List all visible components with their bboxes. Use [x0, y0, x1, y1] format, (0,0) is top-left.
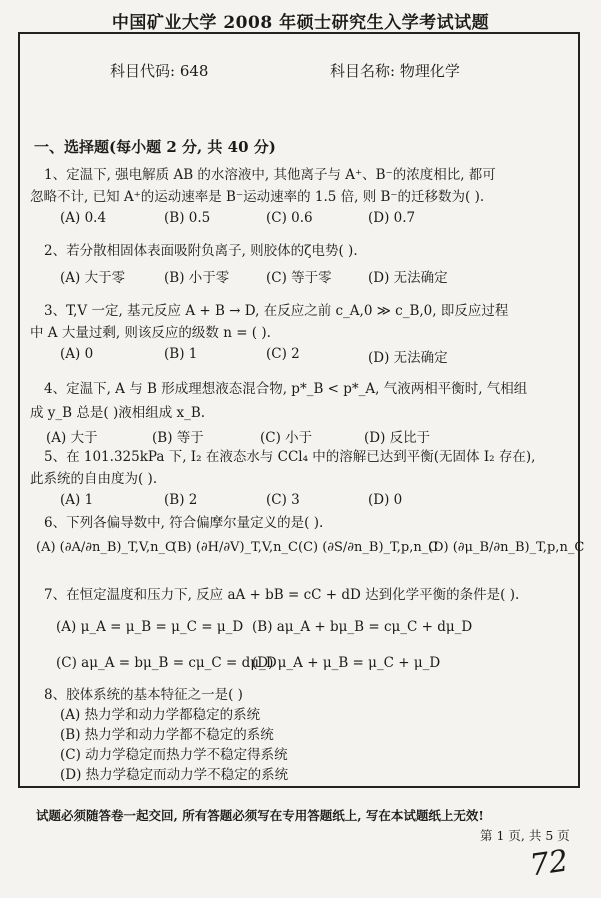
q7-option-d: (D) μ_A + μ_B = μ_C + μ_D: [252, 655, 441, 671]
q8-option-b: (B) 热力学和动力学都不稳定的系统: [60, 727, 274, 743]
question-1-options: [60, 210, 560, 230]
section-title: 一、选择题(每小题 2 分, 共 40 分): [34, 138, 276, 156]
question-3-options: [60, 346, 560, 366]
q2-option-a: (A) 大于零: [60, 270, 126, 286]
question-1-line-1: 1、定温下, 强电解质 AB 的水溶液中, 其他离子与 A⁺、B⁻的浓度相比, 都可: [44, 167, 496, 183]
question-4-options: [46, 426, 546, 446]
question-3-line-2: 中 A 大量过剩, 则该反应的级数 n = ( ).: [30, 325, 271, 341]
q1-option-b: (B) 0.5: [164, 210, 211, 226]
question-4-line-2: 成 y_B 总是( )液相组成 x_B.: [30, 405, 206, 421]
q7-option-c: (C) aμ_A = bμ_B = cμ_C = dμ_D: [56, 655, 277, 671]
question-4-line-1: 4、定温下, A 与 B 形成理想液态混合物, p*_B < p*_A, 气液两相平衡时, 气相组: [44, 381, 528, 397]
question-5-line-2: 此系统的自由度为( ).: [30, 471, 158, 487]
q7-option-b: (B) aμ_A + bμ_B = cμ_C + dμ_D: [252, 619, 473, 635]
question-3-line-1: 3、T,V 一定, 基元反应 A + B → D, 在反应之前 c_A,0 ≫ c_B,0, 即反应过程: [44, 303, 509, 319]
q1-option-c: (C) 0.6: [266, 210, 313, 226]
question-7-line-1: 7、在恒定温度和压力下, 反应 aA + bB = cC + dD 达到化学平衡的条件是( ).: [44, 587, 520, 603]
question-1-line-2: 忽略不计, 已知 A⁺的运动速率是 B⁻运动速率的 1.5 倍, 则 B⁻的迁移数为( ).: [30, 189, 485, 205]
q5-option-a: (A) 1: [60, 492, 94, 508]
question-2-line-1: 2、若分散相固体表面吸附负离子, 则胶体的ζ电势( ).: [44, 243, 358, 259]
q8-option-a: (A) 热力学和动力学都稳定的系统: [60, 707, 261, 723]
q2-option-c: (C) 等于零: [266, 270, 332, 286]
q6-option-c: (C) (∂S/∂n_B)_T,p,n_C: [298, 540, 439, 555]
q8-option-d: (D) 热力学稳定而动力学不稳定的系统: [60, 767, 289, 783]
q1-option-d: (D) 0.7: [368, 210, 416, 226]
question-5-options: [60, 492, 560, 512]
q4-option-a: (A) 大于: [46, 430, 98, 446]
q7-option-a: (A) μ_A = μ_B = μ_C = μ_D: [56, 619, 244, 635]
subject-name: 科目名称: 物理化学: [330, 62, 460, 80]
subject-code: 科目代码: 648: [110, 62, 209, 80]
question-5-line-1: 5、在 101.325kPa 下, I₂ 在液态水与 CCl₄ 中的溶解已达到平衡(无固体 I₂ 存在),: [44, 449, 536, 465]
q1-option-a: (A) 0.4: [60, 210, 107, 226]
q3-option-c: (C) 2: [266, 346, 300, 362]
q6-option-a: (A) (∂A/∂n_B)_T,V,n_C: [36, 540, 175, 555]
question-8-line-1: 8、胶体系统的基本特征之一是( ): [44, 687, 243, 703]
q2-option-d: (D) 无法确定: [368, 270, 448, 286]
q5-option-c: (C) 3: [266, 492, 300, 508]
q4-option-b: (B) 等于: [152, 430, 204, 446]
handwritten-number: 72: [527, 843, 571, 884]
question-6-options: [36, 540, 585, 570]
q3-option-d: (D) 无法确定: [368, 350, 448, 366]
q5-option-b: (B) 2: [164, 492, 198, 508]
q3-option-a: (A) 0: [60, 346, 94, 362]
q5-option-d: (D) 0: [368, 492, 403, 508]
q4-option-c: (C) 小于: [260, 430, 313, 446]
question-2-options: [60, 266, 560, 286]
q3-option-b: (B) 1: [164, 346, 198, 362]
question-6-line-1: 6、下列各偏导数中, 符合偏摩尔量定义的是( ).: [44, 515, 324, 531]
footer-notice: 试题必须随答卷一起交回, 所有答题必须写在专用答题纸上, 写在本试题纸上无效!: [36, 808, 484, 823]
q4-option-d: (D) 反比于: [364, 430, 431, 446]
q2-option-b: (B) 小于零: [164, 270, 230, 286]
page-number: 第 1 页, 共 5 页: [480, 828, 570, 843]
q8-option-c: (C) 动力学稳定而热力学不稳定得系统: [60, 747, 288, 763]
exam-title: 中国矿业大学 2008 年硕士研究生入学考试试题: [111, 13, 490, 33]
q6-option-d: (D) (∂μ_B/∂n_B)_T,p,n_C: [428, 540, 585, 555]
q6-option-b: (B) (∂H/∂V)_T,V,n_C: [172, 540, 298, 555]
